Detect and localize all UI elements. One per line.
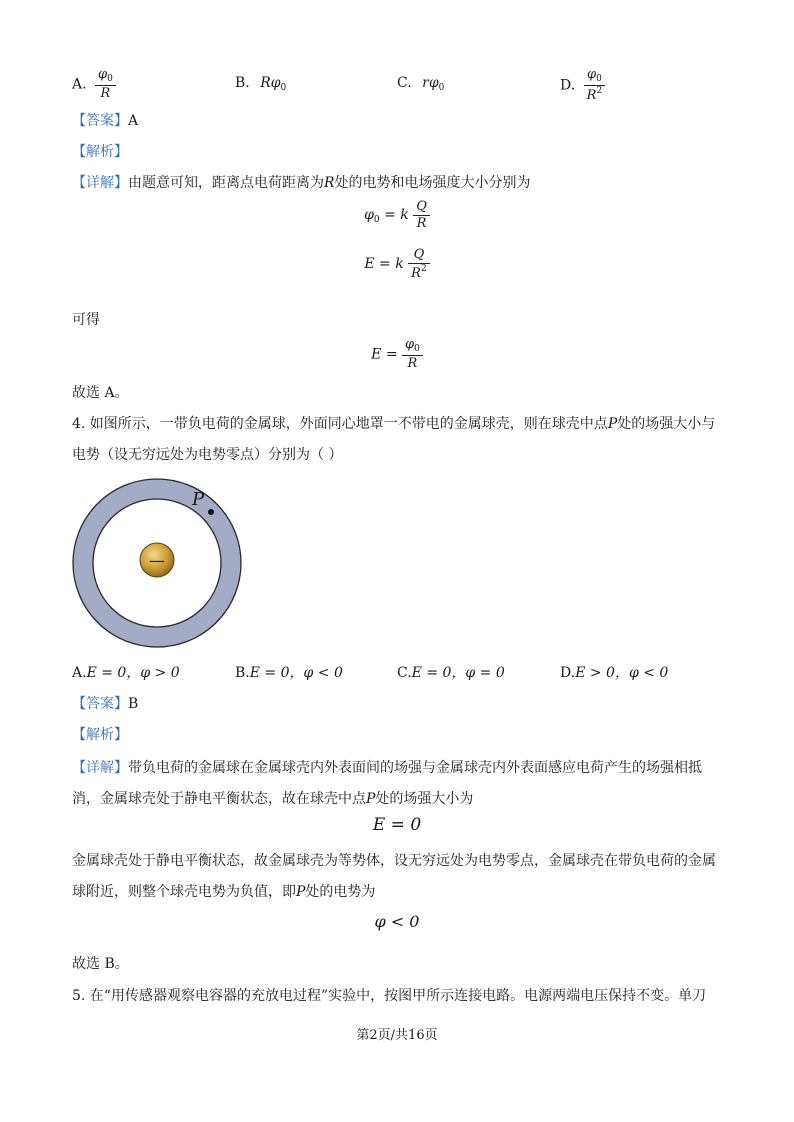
- fraction: $\frac{\varphi_0}{R^2}$: [584, 68, 606, 103]
- q4-detail-line4: 球附近，则整个球壳电势为负值，即P处的电势为: [72, 884, 376, 900]
- q3-option-b: B. $R\varphi_0$: [235, 75, 287, 93]
- q3-analysis-tag: 【解析】: [72, 144, 128, 160]
- q5-stem-line1: 5. 在“用传感器观察电容器的充放电过程”实验中，按图甲所示连接电路。电源两端电压保持不变。单刀: [72, 988, 707, 1004]
- q3-option-c: C. $r\varphi_0$: [397, 75, 445, 93]
- q4-figure: [72, 478, 242, 648]
- q4-detail-line2: 消，金属球壳处于静电平衡状态，故在球壳中点P处的场强大小为: [72, 791, 474, 807]
- q4-equation-e: E = 0: [372, 815, 422, 835]
- q3-equation-potential: $\varphi_0 = k$ $\frac{Q}{R}$: [0, 200, 794, 230]
- q4-option-d: D.E > 0，φ < 0: [560, 665, 669, 681]
- q4-detail-line3: 金属球壳处于静电平衡状态，故金属球壳为等势体，设无穷远处为电势零点，金属球壳在带负电荷的金属: [72, 853, 716, 869]
- q3-kede: 可得: [72, 312, 100, 328]
- negative-sign: —: [149, 551, 165, 570]
- q4-stem-line2: 电势（设无穷远处为电势零点）分别为（ ）: [72, 447, 343, 463]
- page-footer: 第2页/共16页: [356, 1028, 438, 1043]
- q4-option-b: B.E = 0，φ < 0: [235, 665, 343, 681]
- point-p-label: P: [192, 489, 205, 510]
- q4-analysis-tag: 【解析】: [72, 727, 128, 743]
- fraction: $\frac{\varphi_0}{R}$: [95, 68, 116, 101]
- q3-equation-field: E = k $\frac{Q}{R^2}$: [0, 248, 794, 280]
- q4-stem-line1: 4. 如图所示，一带负电荷的金属球，外面同心地罩一不带电的金属球壳，则在球壳中点P处的场强大小与: [72, 416, 716, 432]
- q3-option-a: A. $\frac{\varphi_0}{R}$: [72, 68, 116, 101]
- q3-detail: 【详解】由题意可知，距离点电荷距离为R处的电势和电场强度大小分别为: [72, 175, 531, 191]
- q3-option-d: D. $\frac{\varphi_0}{R^2}$: [560, 68, 605, 103]
- q4-equation-phi: φ < 0: [374, 912, 420, 931]
- point-p-dot: [208, 509, 214, 515]
- q4-conclusion: 故选 B。: [72, 956, 129, 972]
- q4-detail-line1: 【详解】带负电荷的金属球在金属球壳内外表面间的场强与金属球壳内外表面感应电荷产生的场强相抵: [72, 760, 702, 776]
- q3-answer: 【答案】A: [72, 113, 139, 129]
- q3-equation-result: E = $\frac{\varphi_0}{R}$: [0, 338, 794, 371]
- q3-conclusion: 故选 A。: [72, 385, 129, 401]
- q4-answer: 【答案】B: [72, 696, 139, 712]
- q4-option-a: A.E = 0，φ > 0: [72, 665, 180, 681]
- q4-option-c: C.E = 0，φ = 0: [397, 665, 505, 681]
